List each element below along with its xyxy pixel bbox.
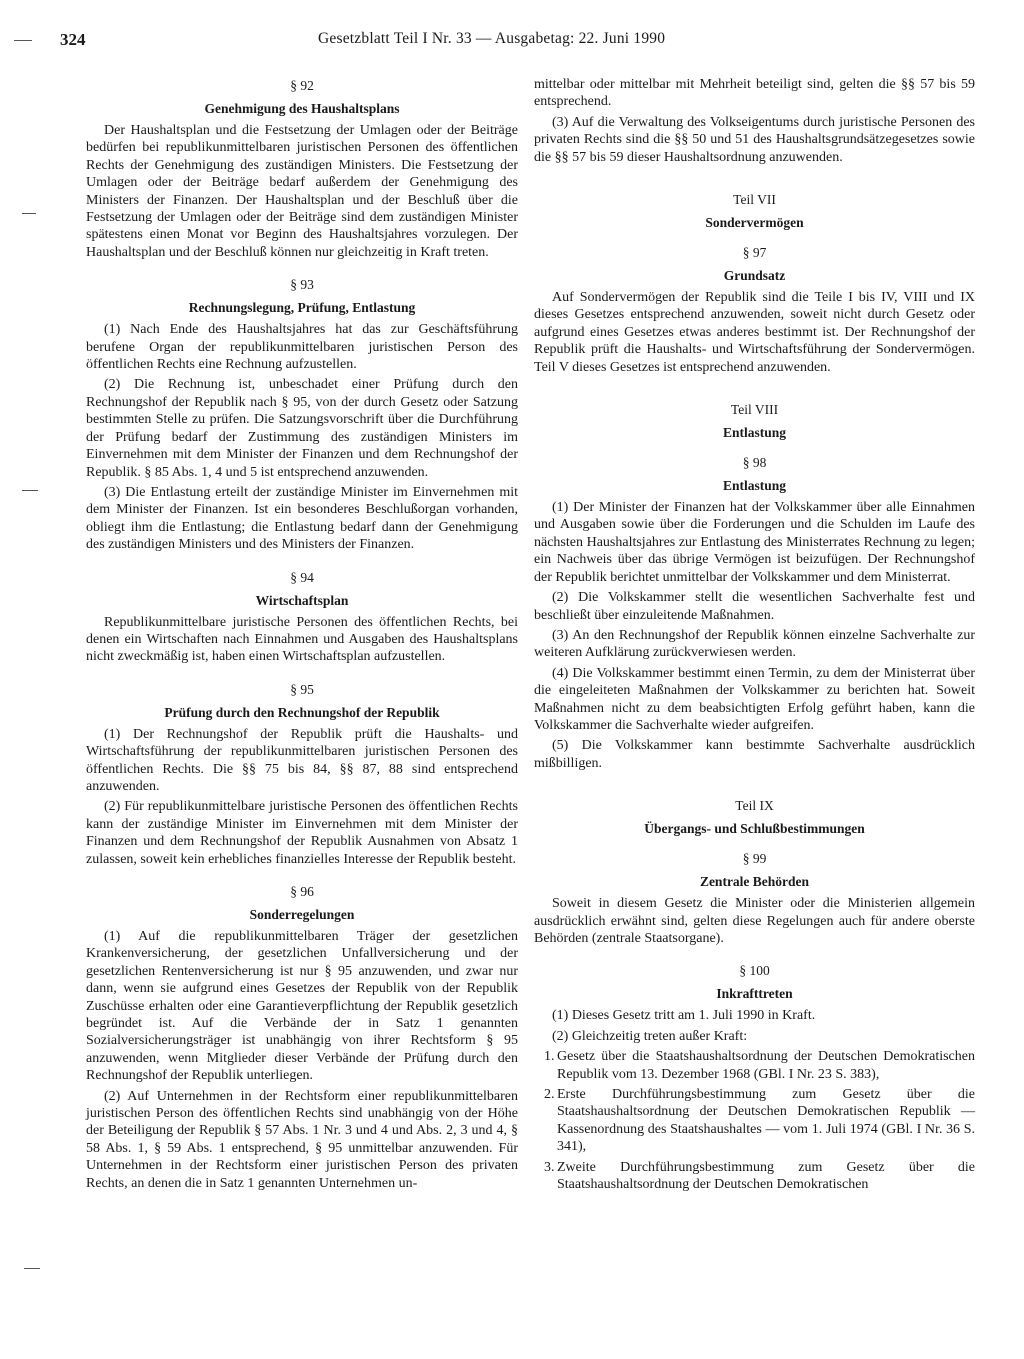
part-number: Teil IX (735, 798, 774, 814)
margin-mark (22, 213, 36, 214)
section-number: § 99 (742, 851, 767, 867)
page-header (60, 30, 980, 56)
right-column (534, 76, 975, 1196)
list-item-text: Zweite Durchführungsbestimmung zum Gesetz über die Staatshaushaltsordnung der Deutschen Demokratischen (557, 1159, 975, 1193)
paragraph: (2) Die Volkskammer stellt die wesentlichen Sachverhalte fest und beschließt über einzuleitende Maßnahmen. (534, 590, 975, 623)
gazette-title: Gesetzblatt Teil I Nr. 33 — Ausgabetag: 22. Juni 1990 (318, 30, 666, 47)
section-title: Sonderregelungen (249, 907, 355, 922)
section-title: Wirtschaftsplan (255, 592, 349, 608)
part-title: Entlastung (722, 425, 787, 441)
section-title: Rechnungslegung, Prüfung, Entlastung (188, 300, 416, 316)
margin-mark (14, 40, 32, 41)
part-number: Teil VII (733, 192, 776, 208)
section-number: § 94 (290, 569, 314, 585)
section-number: § 96 (290, 884, 314, 899)
paragraph: (1) Der Minister der Finanzen hat der Volkskammer über alle Einnahmen und Ausgaben sowie über die Forderungen und die Schulden im Laufe des nächsten Haushaltsjahres zur Entlastung des Ministerrates Rechnung zu legen; ein Nachweis über das übrige Vermögen ist beizufügen. Der Rechnungshof der Republik berichtet unmittelbar der Volkskammer und dem Ministerrat. (534, 500, 975, 585)
page-number: 324 (60, 30, 86, 49)
section-title: Entlastung (722, 478, 787, 494)
list-item-number: 2. (544, 1087, 555, 1102)
section-number: § 97 (742, 245, 767, 261)
part-title: Sondervermögen (705, 215, 804, 231)
part-number: Teil VIII (730, 402, 779, 418)
list-item-number: 3. (544, 1159, 555, 1175)
margin-mark (22, 490, 38, 491)
list-item-number: 1. (544, 1049, 555, 1065)
section-title: Inkrafttreten (716, 986, 793, 1002)
left-column (86, 76, 518, 1192)
paragraph: (3) Auf die Verwaltung des Volkseigentums durch juristische Personen des privaten Rechts sind die §§ 50 und 51 des Haushaltsgrundsätzegesetzes sowie die §§ 57 bis 59 dieser Haushaltsordnung anzuwenden. (534, 114, 975, 165)
section-title: Genehmigung des Haushaltsplans (204, 101, 400, 116)
margin-mark (24, 1268, 40, 1269)
section-title: Zentrale Behörden (699, 874, 810, 890)
section-number: § 93 (290, 277, 314, 293)
section-number: § 100 (739, 963, 770, 979)
paragraph: (5) Die Volkskammer kann bestimmte Sachverhalte ausdrücklich mißbilligen. (534, 738, 975, 771)
list-item (534, 1048, 975, 1083)
paragraph: (1) Dieses Gesetz tritt am 1. Juli 1990 in Kraft. (552, 1008, 816, 1024)
paragraph-continuation: mittelbar oder mittelbar mit Mehrheit beteiligt sind, gelten die §§ 57 bis 59 entsprechend. (534, 77, 975, 110)
paragraph: (1) Nach Ende des Haushaltsjahres hat das zur Geschäftsführung berufene Organ der republikunmittelbaren juristischen Person des öffentlichen Rechts eine Rechnung aufzustellen. (86, 322, 518, 373)
paragraph: (2) Die Rechnung ist, unbeschadet einer Prüfung durch den Rechnungshof der Republik nach § 95, von der durch Gesetz oder Satzung bestimmten Stelle zu prüfen. Die Satzungsvorschrift über die Durchführung der Prüfung bedarf der Zustimmung des zuständigen Ministers im Einvernehmen mit dem Minister der Finanzen und dem Rechnungshof der Republik. § 85 Abs. 1, 4 und 5 ist entsprechend anzuwenden. (86, 377, 518, 480)
section-number: § 95 (290, 681, 314, 697)
section-title: Prüfung durch den Rechnungshof der Republik (164, 704, 440, 720)
paragraph: Soweit in diesem Gesetz die Minister oder die Ministerien allgemein ausdrücklich erwähnt sind, gelten diese Regelungen auch für andere oberste Behörden (zentrale Staatsorgane). (534, 896, 975, 946)
list-item-text: Erste Durchführungsbestimmung zum Gesetz über die Staatshaushaltsordnung der Deutschen Demokratischen Republik — Kassenordnung des Staatshaushaltes — vom 1. Juli 1974 (GBl. I Nr. 36 S. 341), (557, 1087, 975, 1155)
section-number: § 92 (290, 78, 314, 93)
paragraph: (3) Die Entlastung erteilt der zuständige Minister im Einvernehmen mit dem Minister der Finanzen. Ist ein besonderes Beschlußorgan vorhanden, obliegt ihm die Entlastung; die Entlastung bedarf dann der Genehmigung des zuständigen Ministers und des Ministers der Finanzen. (86, 484, 518, 553)
repealed-laws-list (534, 1048, 975, 1193)
paragraph: (4) Die Volkskammer bestimmt einen Termin, zu dem der Ministerrat über die eingeleiteten Maßnahmen der Volkskammer zu berichten hat. Soweit Maßnahmen nicht zu dem beabsichtigten Erfolg geführt haben, kann die Volkskammer die Sachverhalte wieder aufgreifen. (534, 665, 975, 733)
list-item-text: Gesetz über die Staatshaushaltsordnung der Deutschen Demokratischen Republik vom 13. Dezember 1968 (GBl. I Nr. 23 S. 383), (557, 1049, 975, 1082)
paragraph: Auf Sondervermögen der Republik sind die Teile I bis IV, VIII und IX dieses Gesetzes entsprechend anzuwenden, soweit nicht durch Gesetz oder aufgrund eines Gesetzes etwas anderes bestimmt ist. Der Rechnungshof der Republik prüft die Haushalts- und Wirtschaftsführung der Sondervermögen. Teil V dieses Gesetzes ist entsprechend anzuwenden. (534, 290, 975, 375)
paragraph: Der Haushaltsplan und die Festsetzung der Umlagen oder der Beiträge bedürfen bei republikunmittelbaren juristischen Personen des öffentlichen Rechts der Genehmigung des zuständigen Ministers. Die Festsetzung der Umlagen oder der Beiträge bedarf außerdem der Genehmigung des Ministers der Finanzen. Der Haushaltsplan und der Beschluß über die Festsetzung der Umlagen oder der Beiträge sind dem zuständigen Minister spätestens einen Monat vor Beginn des Haushaltsjahres vorzulegen. Der Haushaltsplan und der Beschluß können nur gleichzeitig in Kraft treten. (86, 123, 518, 260)
paragraph: (1) Auf die republikunmittelbaren Träger der gesetzlichen Krankenversicherung, der gesetzlichen Unfallversicherung und der gesetzlichen Rentenversicherung ist nur § 95 anzuwenden, und zwar nur dann, wenn sie aufgrund eines Gesetzes der Republik von der Republik Zuschüsse erhalten oder eine Garantieverpflichtung der Republik gesetzlich begründet ist. Auf die Verbände der in Satz 1 genannten Sozialversicherungsträger ist unabhängig von ihrer Rechtsform § 95 anzuwenden, wenn Mitglieder dieser Verbände der Prüfung durch den Rechnungshof der Republik unterliegen. (86, 929, 518, 1084)
paragraph: (2) Für republikunmittelbare juristische Personen des öffentlichen Rechts kann der zuständige Minister im Einvernehmen mit dem Minister der Finanzen und dem Rechnungshof der Republik Ausnahmen von Absatz 1 zulassen, soweit kein erhebliches finanzielles Interesse der Republik besteht. (86, 799, 518, 867)
paragraph: (1) Der Rechnungshof der Republik prüft die Haushalts- und Wirtschaftsführung der republikunmittelbaren juristischen Personen des öffentlichen Rechts. Die §§ 75 bis 84, §§ 87, 88 sind entsprechend anzuwenden. (86, 726, 518, 794)
paragraph: (2) Gleichzeitig treten außer Kraft: (552, 1028, 748, 1044)
section-number: § 98 (742, 455, 767, 471)
paragraph: (2) Auf Unternehmen in der Rechtsform einer republikunmittelbaren juristischen Person des öffentlichen Rechts sind unabhängig von der Höhe der Beteiligung der Republik § 57 Abs. 1 Nr. 3 und 4 und Abs. 2, 3 und 4, § 58 Abs. 1, § 59 Abs. 1 entsprechend, § 95 unmittelbar anzuwenden. Für Unternehmen in der Rechtsform einer juristischen Person des privaten Rechts, an denen die in Satz 1 genannten Unternehmen un- (86, 1088, 518, 1191)
paragraph: (3) An den Rechnungshof der Republik können einzelne Sachverhalte zur weiteren Aufklärung zurückverwiesen werden. (534, 627, 975, 661)
list-item (534, 1086, 975, 1156)
paragraph: Republikunmittelbare juristische Personen des öffentlichen Rechts, bei denen ein Wirtschaften nach Einnahmen und Ausgaben des Haushaltsplans nicht zweckmäßig ist, haben einen Wirtschaftsplan aufzustellen. (86, 614, 518, 665)
list-item (534, 1159, 975, 1194)
part-title: Übergangs- und Schlußbestimmungen (644, 821, 865, 837)
section-title: Grundsatz (723, 268, 786, 284)
